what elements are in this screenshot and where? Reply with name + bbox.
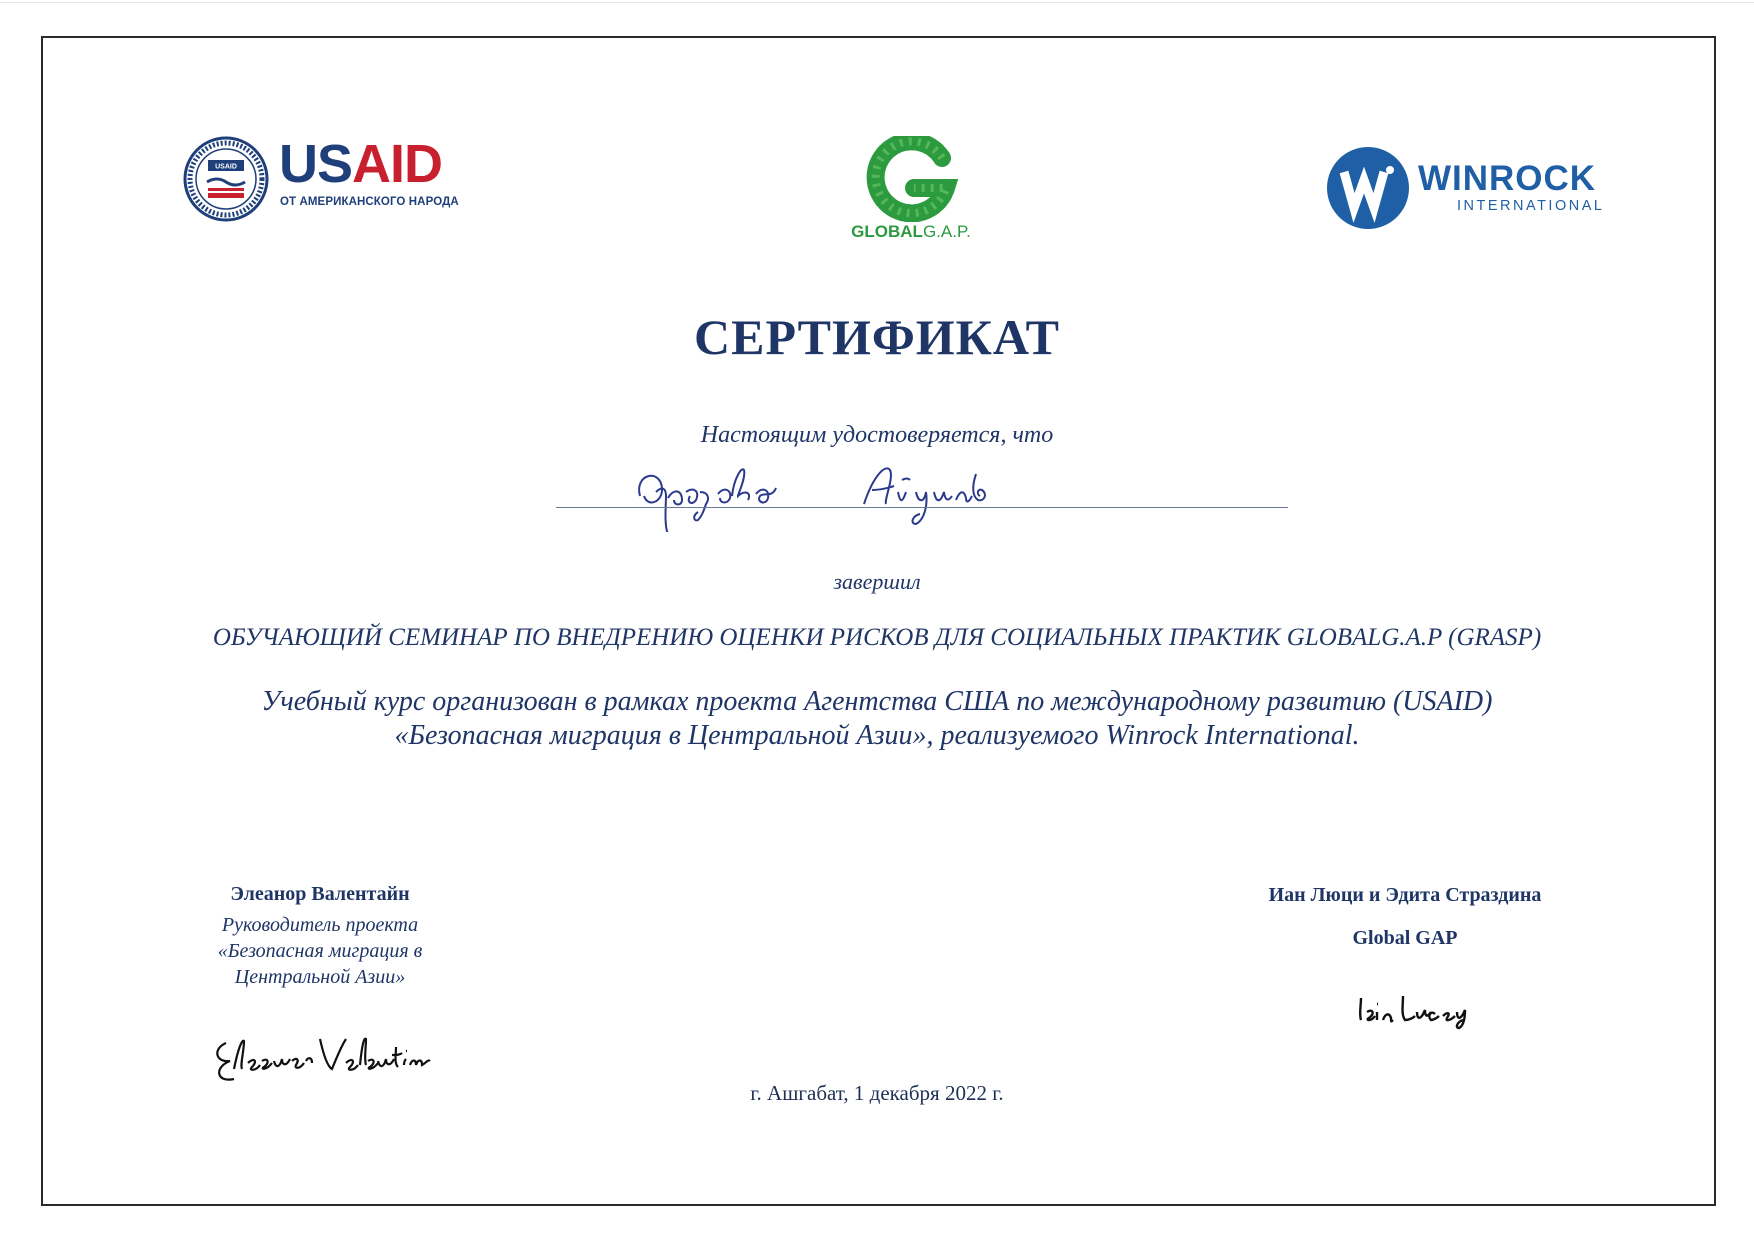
usaid-seal-icon — [183, 136, 269, 222]
svg-text:USAID: USAID — [215, 163, 237, 171]
organized-text-line2: «Безопасная миграция в Центральной Азии», реализуемого Winrock International. — [394, 720, 1360, 751]
globalgap-wordmark: GLOBALG.A.P. — [851, 222, 971, 241]
completed-text: завершил — [833, 569, 921, 594]
right-signature — [1355, 990, 1475, 1030]
winrock-logo — [1326, 146, 1616, 236]
globalgap-logo — [836, 136, 986, 246]
globalgap-g-icon — [862, 136, 958, 222]
left-signatory-role: Руководитель проекта «Безопасная миграция в Центральной Азии» — [217, 914, 423, 988]
usaid-wordmark: USAID — [279, 134, 443, 194]
left-signature — [208, 1025, 438, 1085]
winrock-wordmark: WINROCK — [1418, 159, 1597, 198]
intro-text: Настоящим удостоверяется, что — [700, 422, 1054, 448]
recipient-handwritten-name — [626, 452, 1126, 532]
certificate-title: СЕРТИФИКАТ — [693, 309, 1060, 365]
organized-text-line1: Учебный курс организован в рамках проекта Агентства США по международному развитию (USAID) — [261, 686, 1493, 717]
winrock-subtitle: INTERNATIONAL — [1457, 198, 1605, 214]
left-signatory — [160, 883, 480, 990]
winrock-w-icon — [1326, 146, 1410, 230]
place-and-date: г. Ашгабат, 1 декабря 2022 г. — [750, 1081, 1004, 1105]
right-signatory-name: Иан Люци и Эдита Страздина — [1268, 884, 1542, 906]
scan-edge-line — [0, 2, 1754, 3]
course-title: ОБУЧАЮЩИЙ СЕМИНАР ПО ВНЕДРЕНИЮ ОЦЕНКИ РИСКОВ ДЛЯ СОЦИАЛЬНЫХ ПРАКТИК GLOBALG.A.P (GRASP) — [212, 624, 1542, 651]
recipient-name-line — [556, 507, 1288, 508]
left-signatory-name: Элеанор Валентайн — [230, 883, 410, 905]
right-signatory — [1230, 884, 1580, 950]
right-signatory-org: Global GAP — [1352, 927, 1458, 949]
usaid-logo — [183, 134, 483, 226]
usaid-tagline: ОТ АМЕРИКАНСКОГО НАРОДА — [280, 196, 459, 208]
